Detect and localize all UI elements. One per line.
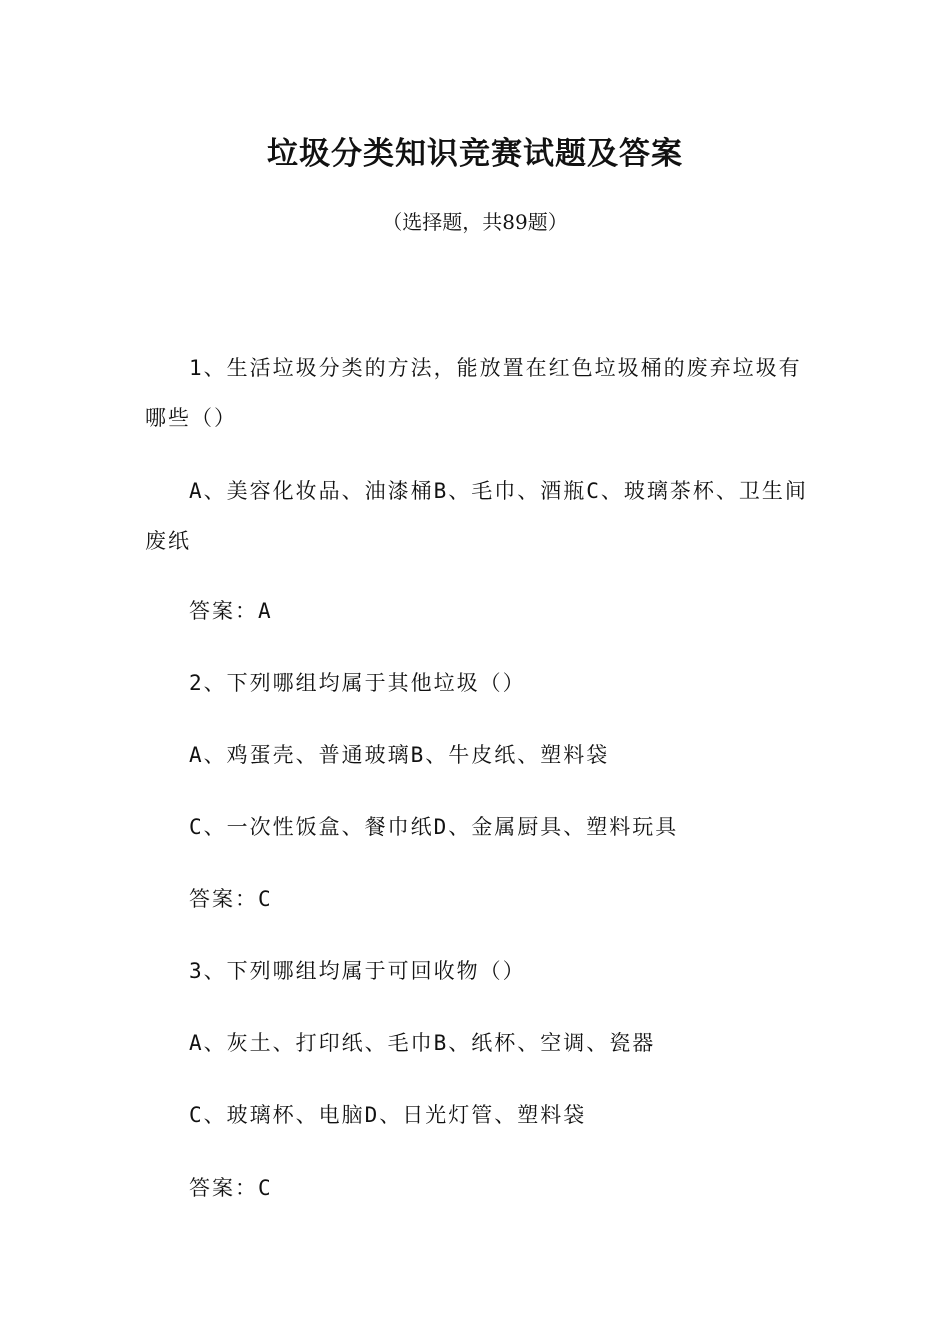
- question-3-stem: 3、下列哪组均属于可回收物（）: [189, 959, 526, 983]
- question-3-answer: 答案：C: [189, 1176, 273, 1200]
- question-3-options-cd: C、玻璃杯、电脑D、日光灯管、塑料袋: [189, 1103, 587, 1127]
- question-2-options-ab: A、鸡蛋壳、普通玻璃B、牛皮纸、塑料袋: [189, 743, 610, 767]
- question-1-options: A、美容化妆品、油漆桶B、毛巾、酒瓶C、玻璃茶杯、卫生间废纸: [145, 479, 808, 553]
- question-3-options-ab: A、灰土、打印纸、毛巾B、纸杯、空调、瓷器: [189, 1031, 656, 1055]
- question-1-answer: 答案：A: [189, 599, 273, 623]
- page-title: 垃圾分类知识竞赛试题及答案: [267, 136, 683, 172]
- question-2-stem: 2、下列哪组均属于其他垃圾（）: [189, 671, 526, 695]
- page-subtitle: （选择题，共89题）: [382, 210, 568, 234]
- question-1-stem: 1、生活垃圾分类的方法，能放置在红色垃圾桶的废弃垃圾有哪些（）: [145, 356, 802, 430]
- question-2-answer: 答案：C: [189, 887, 273, 911]
- question-2-options-cd: C、一次性饭盒、餐巾纸D、金属厨具、塑料玩具: [189, 815, 679, 839]
